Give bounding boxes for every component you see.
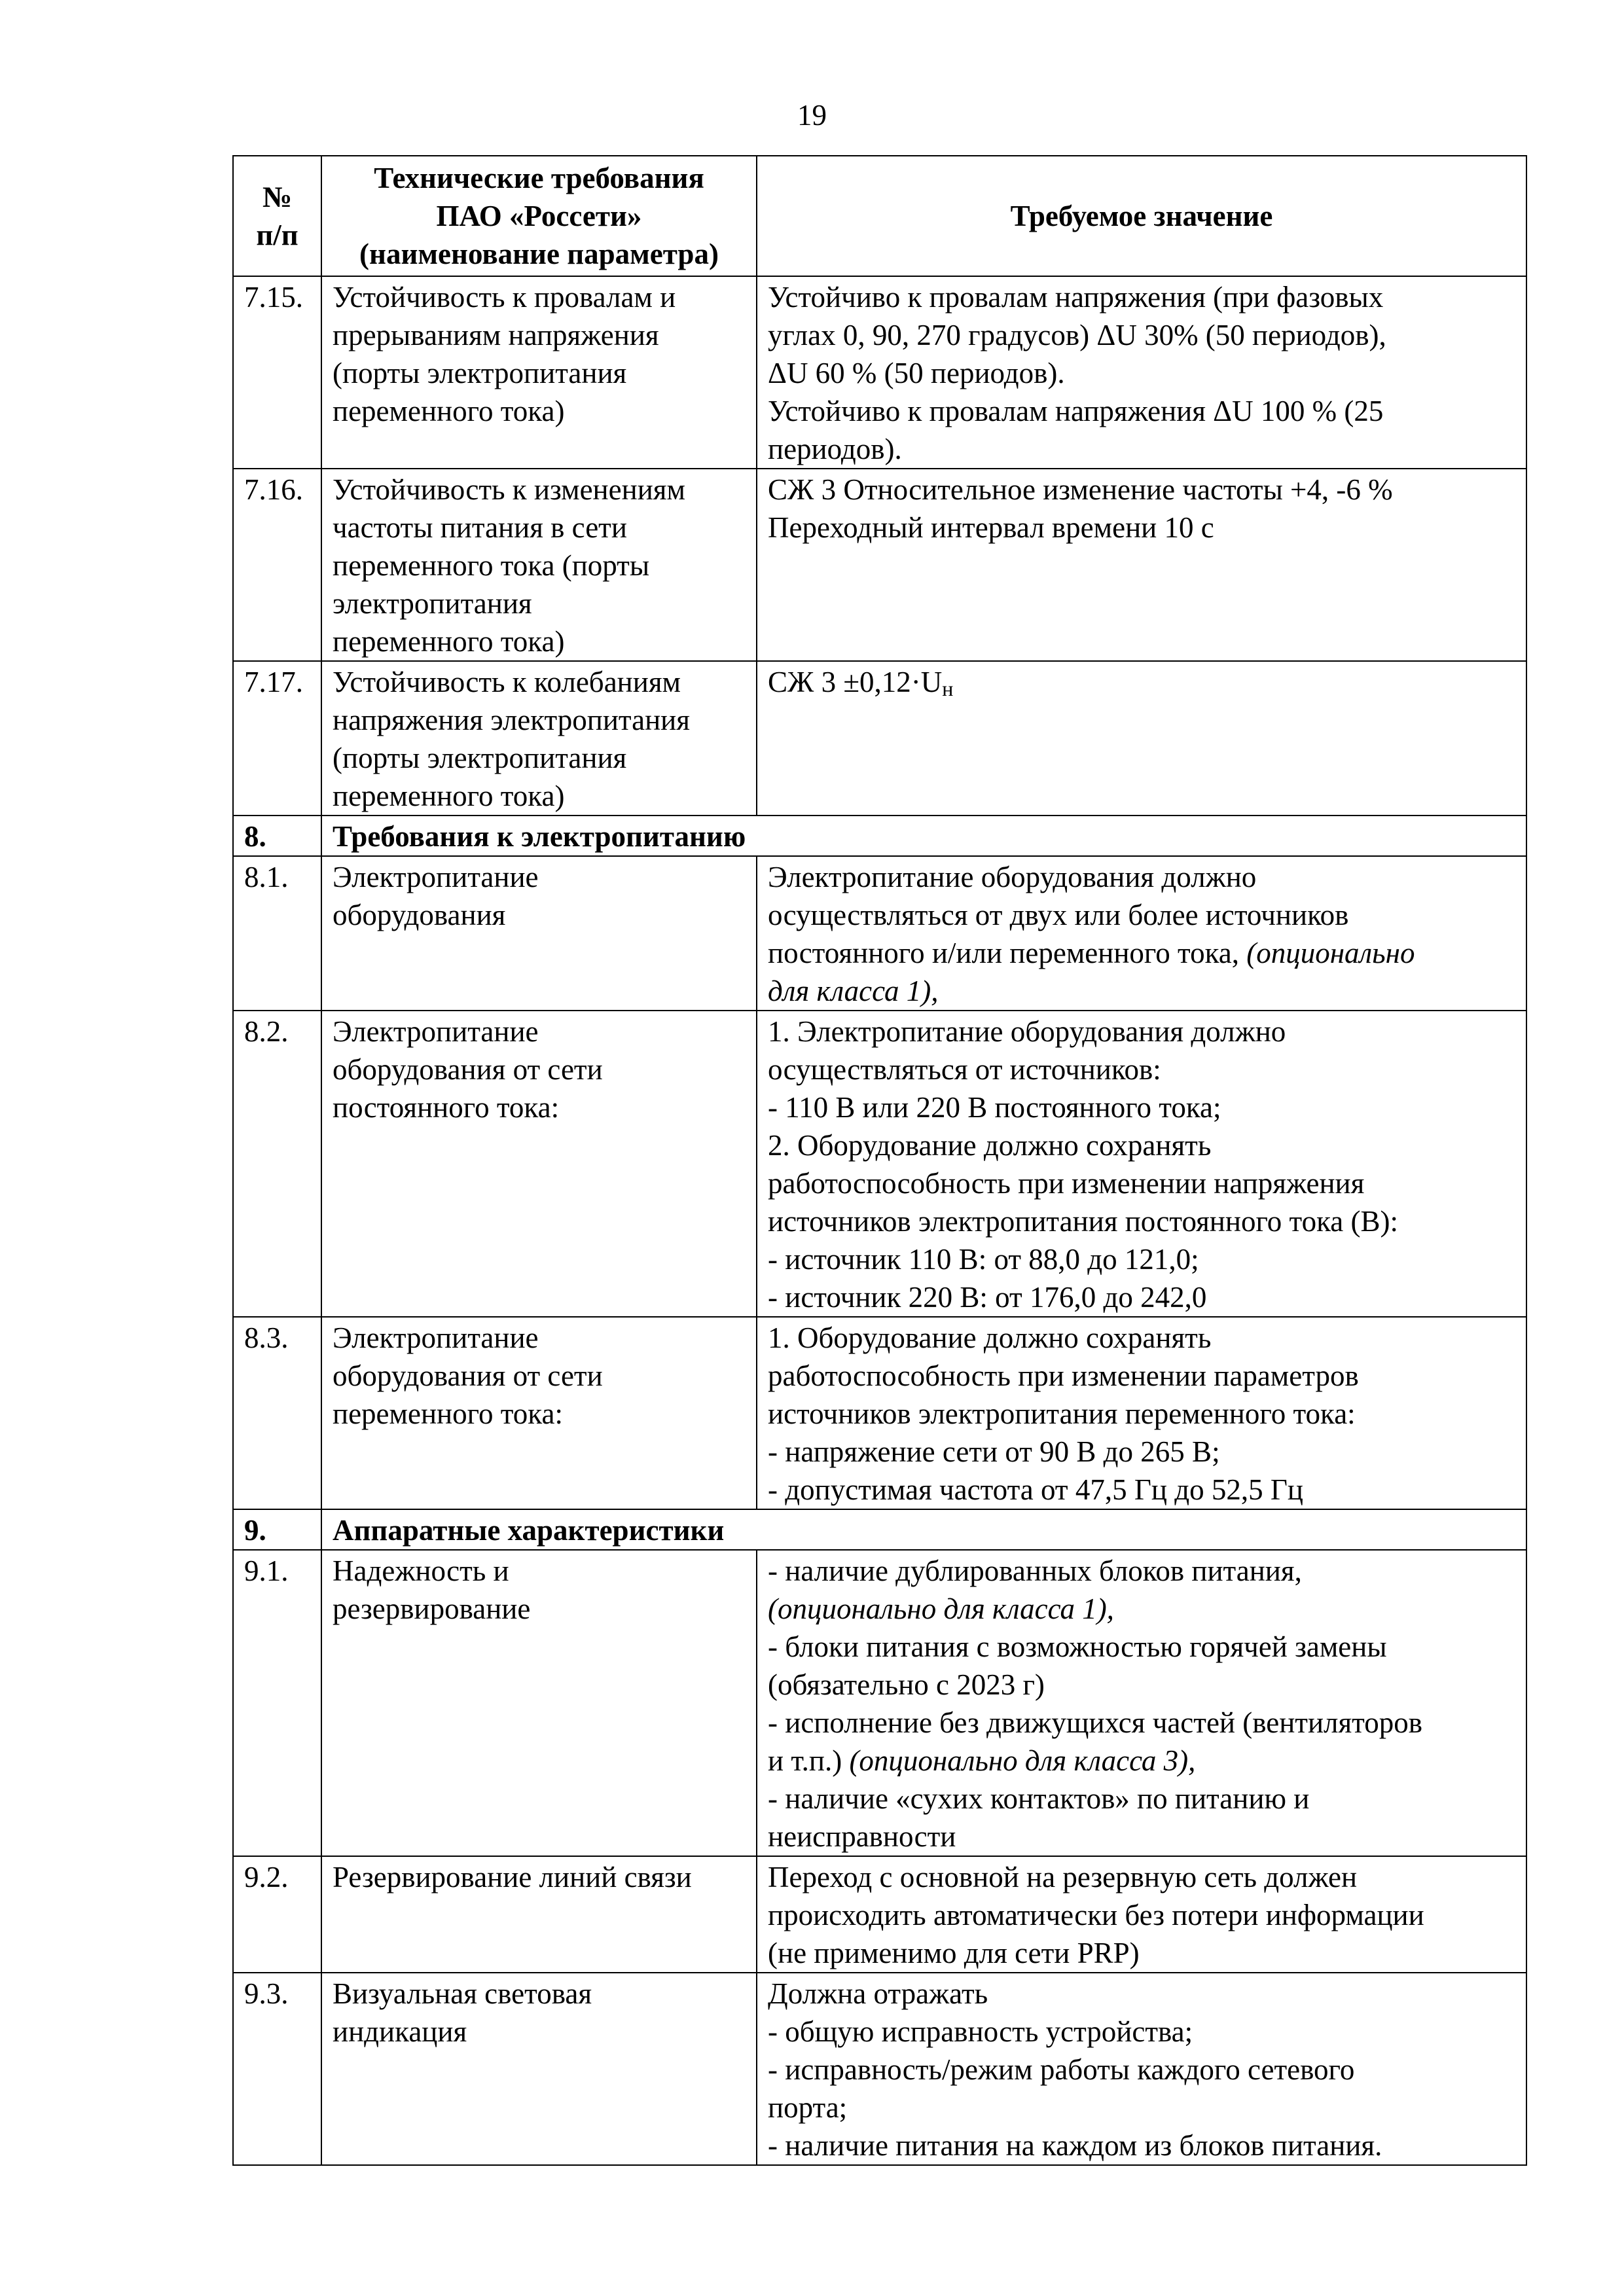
header-value: Требуемое значение xyxy=(757,156,1526,276)
row-value: Должна отражать - общую исправность устройства; - исправность/режим работы каждого сетевого порта; - наличие питания на каждом из блоков питания. xyxy=(757,1973,1526,2165)
section-title: Аппаратные характеристики xyxy=(321,1509,1526,1550)
row-number: 8.1. xyxy=(233,856,321,1011)
row-parameter: Визуальная световая индикация xyxy=(321,1973,757,2165)
header-parameter: Технические требования ПАО «Россети» (наименование параметра) xyxy=(321,156,757,276)
row-number: 8.2. xyxy=(233,1011,321,1317)
row-value: 1. Оборудование должно сохранять работоспособность при изменении параметров источников электропитания переменного тока: - напряжение сети от 90 В до 265 В; - допустимая частота от 47,5 Гц до 52,5 Гц xyxy=(757,1317,1526,1509)
row-parameter: Устойчивость к провалам и прерываниям напряжения (порты электропитания переменного тока) xyxy=(321,276,757,469)
row-parameter: Устойчивость к изменениям частоты питания в сети переменного тока (порты электропитания переменного тока) xyxy=(321,469,757,661)
table-row xyxy=(233,469,1526,661)
table-row xyxy=(233,1011,1526,1317)
row-parameter: Устойчивость к колебаниям напряжения электропитания (порты электропитания переменного тока) xyxy=(321,661,757,816)
section-title: Требования к электропитанию xyxy=(321,816,1526,856)
table-row xyxy=(233,1973,1526,2165)
requirements-table xyxy=(232,155,1527,2166)
section-number: 9. xyxy=(233,1509,321,1550)
row-number: 8.3. xyxy=(233,1317,321,1509)
table-row xyxy=(233,1317,1526,1509)
row-value: - наличие дублированных блоков питания, (опционально для класса 1), - блоки питания с возможностью горячей замены (обязательно с 2023 г) - исполнение без движущихся частей (вентиляторов и т.п.) (опционально для класса 3), - наличие «сухих контактов» по питанию и неисправности xyxy=(757,1550,1526,1856)
section-row xyxy=(233,1509,1526,1550)
table-row xyxy=(233,1550,1526,1856)
row-number: 9.2. xyxy=(233,1856,321,1973)
table-row xyxy=(233,856,1526,1011)
row-number: 9.1. xyxy=(233,1550,321,1856)
row-parameter: Резервирование линий связи xyxy=(321,1856,757,1973)
row-parameter: Надежность и резервирование xyxy=(321,1550,757,1856)
row-number: 7.17. xyxy=(233,661,321,816)
row-parameter: Электропитание оборудования от сети постоянного тока: xyxy=(321,1011,757,1317)
row-value: СЖ $3 \pm 0,12\cdot U_н$ xyxy=(757,661,1526,816)
table-row xyxy=(233,1856,1526,1973)
row-parameter: Электропитание оборудования xyxy=(321,856,757,1011)
row-value: СЖ 3 Относительное изменение частоты +4, -6 % Переходный интервал времени 10 с xyxy=(757,469,1526,661)
section-row xyxy=(233,816,1526,856)
row-number: 9.3. xyxy=(233,1973,321,2165)
row-value: 1. Электропитание оборудования должно осуществляться от источников: - 110 В или 220 В постоянного тока; 2. Оборудование должно сохранять работоспособность при изменении напряжения источников электропитания постоянного тока (В): - источник 110 В: от 88,0 до 121,0; - источник 220 В: от 176,0 до 242,0 xyxy=(757,1011,1526,1317)
row-number: 7.15. xyxy=(233,276,321,469)
row-value: Переход с основной на резервную сеть должен происходить автоматически без потери информации (не применимо для сети PRP) xyxy=(757,1856,1526,1973)
row-value: Устойчиво к провалам напряжения (при фазовых углах 0, 90, 270 градусов) ΔU 30% (50 периодов), ΔU 60 % (50 периодов). Устойчиво к провалам напряжения ΔU 100 % (25 периодов). xyxy=(757,276,1526,469)
table-row xyxy=(233,276,1526,469)
row-value: Электропитание оборудования должно осуществляться от двух или более источников постоянного и/или переменного тока, (опционально для класса 1), xyxy=(757,856,1526,1011)
header-number: № п/п xyxy=(233,156,321,276)
section-number: 8. xyxy=(233,816,321,856)
table-row xyxy=(233,661,1526,816)
row-number: 7.16. xyxy=(233,469,321,661)
table-header-row xyxy=(233,156,1526,276)
row-parameter: Электропитание оборудования от сети переменного тока: xyxy=(321,1317,757,1509)
page-number: 19 xyxy=(797,99,827,132)
